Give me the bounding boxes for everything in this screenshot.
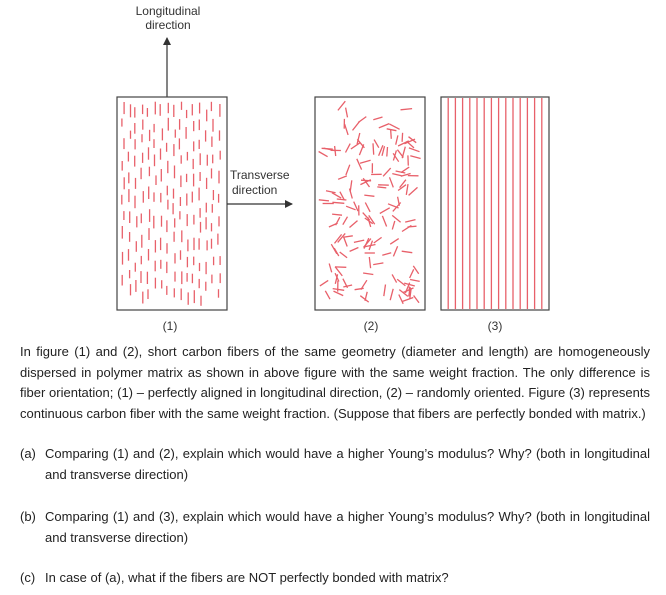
random-fiber <box>402 133 403 142</box>
longitudinal-label-line2: direction <box>145 18 191 32</box>
random-fiber <box>322 148 333 149</box>
question-c-label: (c) <box>20 570 36 585</box>
question-b-label: (b) <box>20 509 36 524</box>
panel-label-3: (3) <box>487 319 503 333</box>
question-c <box>20 568 650 589</box>
panel-3-box <box>441 97 549 310</box>
random-fiber <box>387 147 388 157</box>
transverse-label-line1: Transverse <box>230 168 290 182</box>
question-c-text: In case of (a), what if the fibers are NOT perfectly bonded with matrix? <box>45 570 449 585</box>
question-a <box>20 444 650 485</box>
panel-label-1: (1) <box>162 319 178 333</box>
question-b <box>20 507 650 548</box>
question-a-label: (a) <box>20 446 36 461</box>
transverse-label-line2: direction <box>232 183 278 197</box>
panel-label-2: (2) <box>363 319 379 333</box>
random-fiber <box>373 143 374 154</box>
longitudinal-label-line1: Longitudinal <box>135 4 201 18</box>
question-b-text: Comparing (1) and (3), explain which would have a higher Young’s modulus? Why? (both in longitudinal and transverse direction) <box>45 509 650 545</box>
panel-1-box <box>117 97 227 310</box>
question-a-text: Comparing (1) and (2), explain which would have a higher Young’s modulus? Why? (both in longitudinal and transverse direction) <box>45 446 650 482</box>
problem-intro: In figure (1) and (2), short carbon fibers of the same geometry (diameter and length) are homogeneously dispersed in polymer matrix as shown in above figure with the same weight fraction. The only difference is fiber orientation; (1) – perfectly aligned in longitudinal direction, (2) – randomly oriented. Figure (3) represents continuous carbon fiber with the same weight fraction. (Suppose that fibers are perfectly bonded with matrix.) <box>20 344 650 421</box>
random-fiber <box>391 129 392 139</box>
